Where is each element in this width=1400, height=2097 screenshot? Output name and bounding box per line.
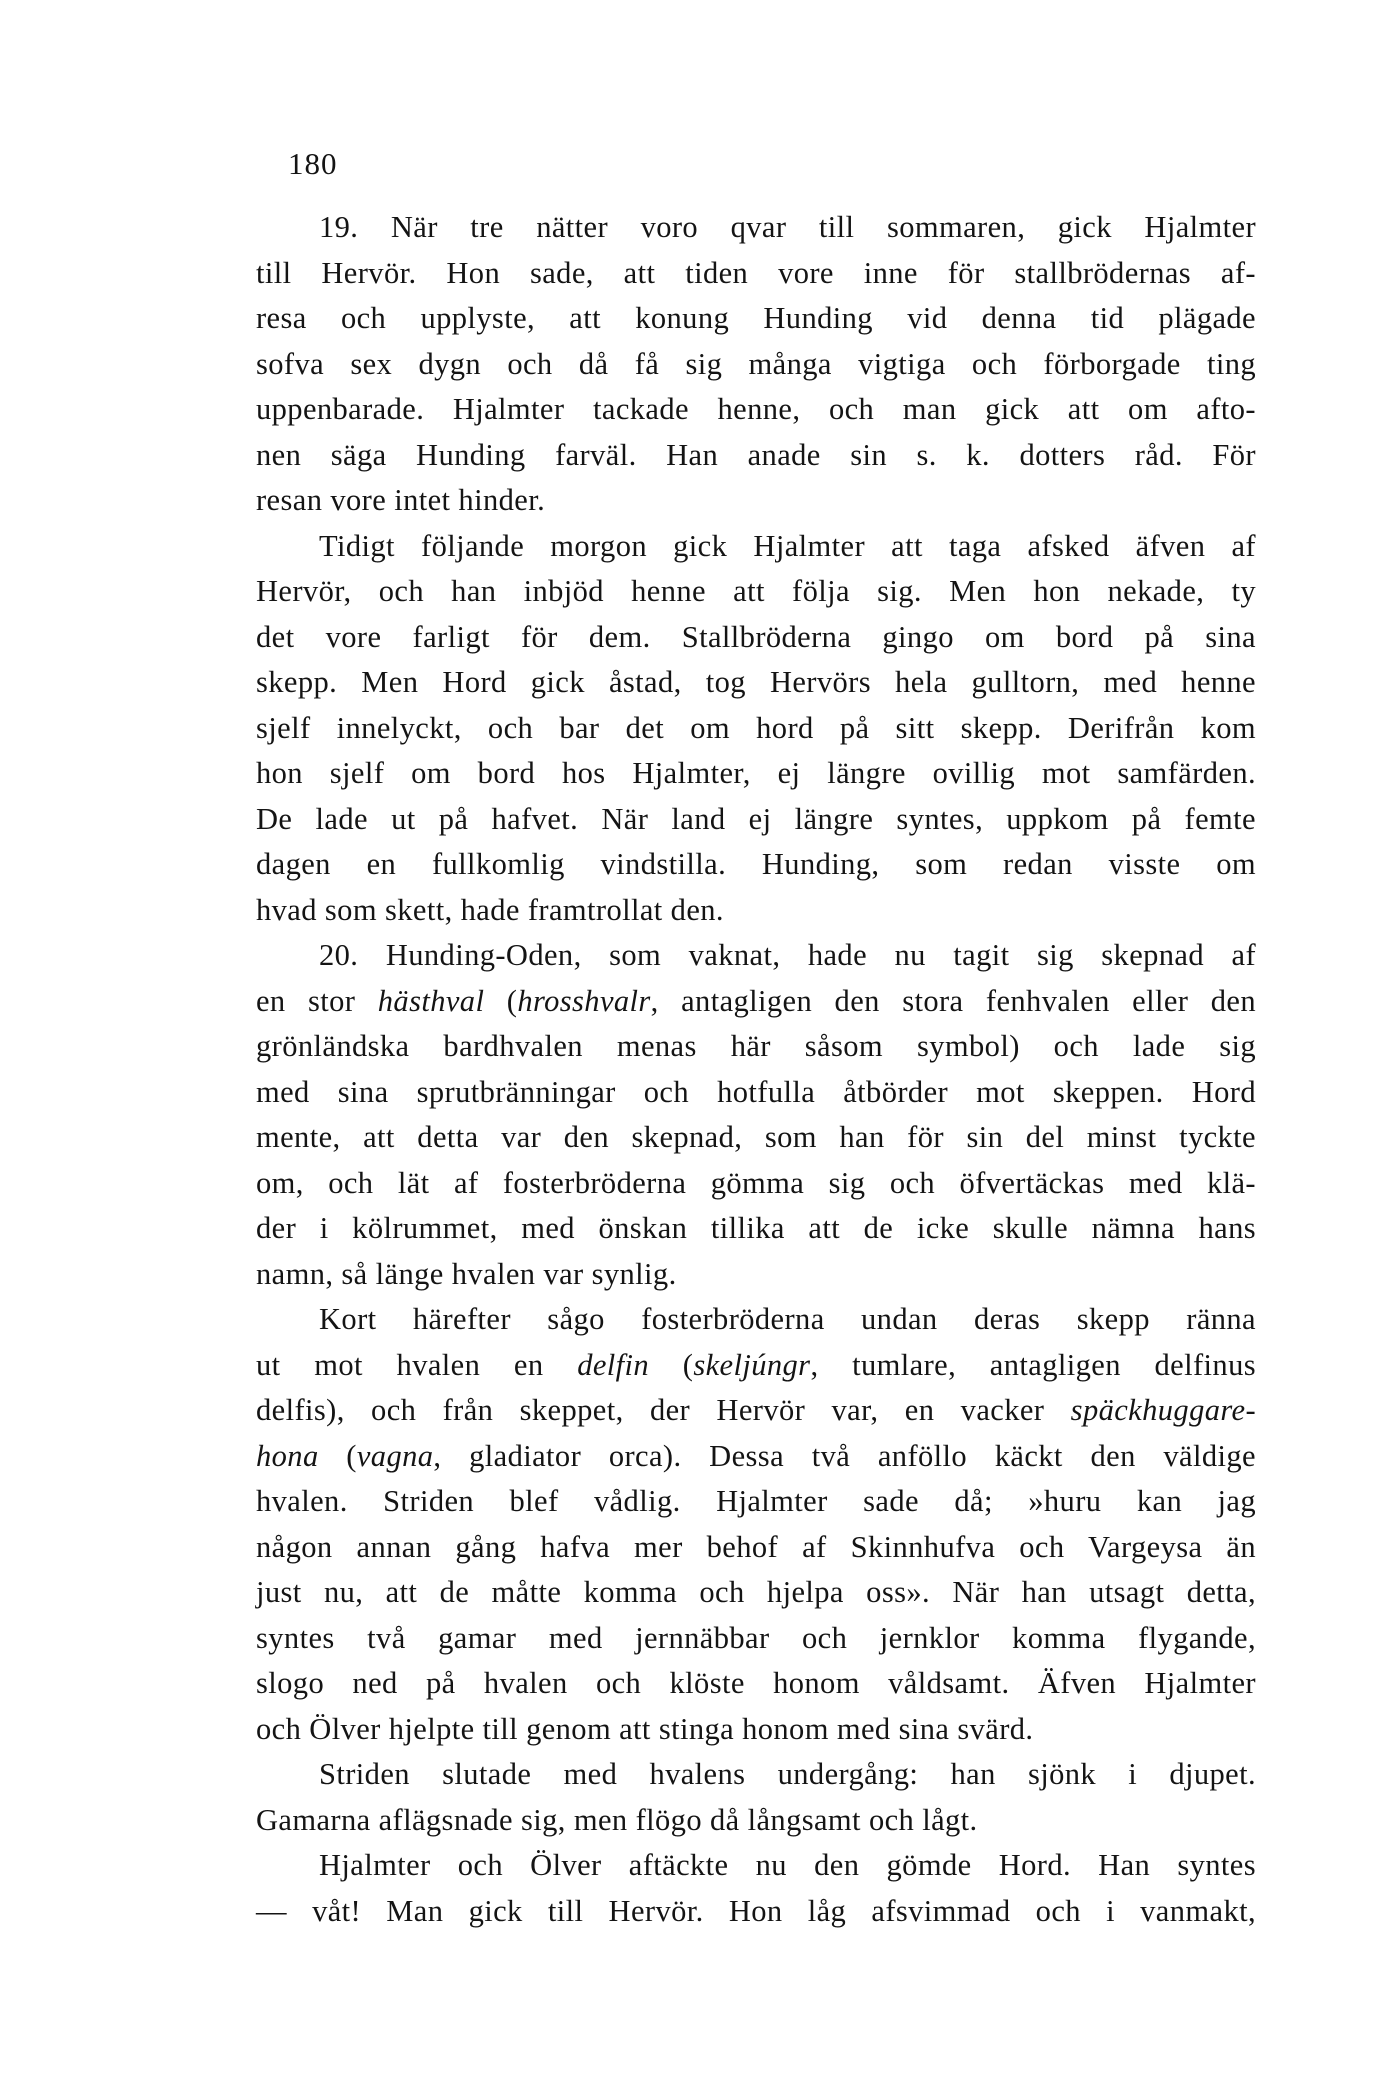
text-segment: Tidigt följande morgon gick Hjalmter att taga afsked äfven af [319, 528, 1256, 563]
text-line [256, 1570, 1256, 1616]
italic-term: späckhuggare- [1070, 1393, 1256, 1427]
text-line [256, 478, 1256, 524]
text-segment: om, och lät af fosterbröderna gömma sig och öfvertäckas med klä- [256, 1165, 1256, 1200]
text-line [256, 569, 1256, 615]
text-segment: med sina sprutbränningar och hotfulla åtbörder mot skeppen. Hord [256, 1074, 1256, 1109]
text-segment: , antagligen den stora fenhvalen eller den [650, 983, 1256, 1018]
text-segment: dagen en fullkomlig vindstilla. Hunding, som redan visste om [256, 847, 1256, 881]
text-segment: ( [649, 1347, 694, 1382]
text-line [256, 979, 1256, 1025]
italic-term: hästhval [377, 983, 485, 1018]
text-segment: sofva sex dygn och då få sig många vigtiga och förborgade ting [256, 346, 1256, 381]
text-segment: , tumlare, antagligen delfinus [810, 1347, 1256, 1382]
text-line [256, 1434, 1256, 1480]
text-segment: der i kölrummet, med önskan tillika att de icke skulle nämna hans [256, 1211, 1256, 1245]
text-line [256, 888, 1256, 934]
italic-term: skeljúngr [693, 1347, 811, 1382]
text-segment: grönländska bardhvalen menas här såsom symbol) och lade sig [256, 1029, 1256, 1063]
text-segment: Striden slutade med hvalens undergång: han sjönk i djupet. [319, 1757, 1256, 1791]
page-number: 180 [288, 146, 338, 181]
text-line [256, 1070, 1256, 1116]
text-line [256, 205, 1256, 251]
text-segment: Gamarna aflägsnade sig, men flögo då långsamt och lågt. [256, 1802, 978, 1837]
text-line [256, 1707, 1256, 1753]
text-line [256, 1206, 1256, 1252]
text-line [256, 1343, 1256, 1389]
text-line [256, 1752, 1256, 1798]
text-segment: till Hervör. Hon sade, att tiden vore inne för stallbrödernas af- [256, 255, 1256, 290]
text-line [256, 1525, 1256, 1571]
italic-term: vagna [356, 1438, 434, 1473]
text-line [256, 1388, 1256, 1434]
text-line [256, 1024, 1256, 1070]
text-line [256, 615, 1256, 661]
text-segment: just nu, att de måtte komma och hjelpa oss». När han utsagt detta, [256, 1575, 1256, 1609]
text-line [256, 751, 1256, 797]
italic-term: delfin [577, 1347, 650, 1382]
text-segment: namn, så länge hvalen var synlig. [256, 1256, 677, 1291]
text-segment: sjelf innelyckt, och bar det om hord på sitt skepp. Derifrån kom [256, 710, 1256, 745]
text-segment: Hervör, och han inbjöd henne att följa sig. Men hon nekade, ty [256, 574, 1256, 608]
text-segment: det vore farligt för dem. Stallbröderna gingo om bord på sina [256, 619, 1256, 654]
text-line [256, 1843, 1256, 1889]
text-segment: hvad som skett, hade framtrollat den. [256, 892, 724, 927]
text-line [256, 1661, 1256, 1707]
text-segment: nen säga Hunding farväl. Han anade sin s. k. dotters råd. För [256, 437, 1256, 472]
text-segment: någon annan gång hafva mer behof af Skinnhufva och Vargeysa än [256, 1529, 1256, 1564]
text-line [256, 342, 1256, 388]
text-line [256, 660, 1256, 706]
text-segment: Kort härefter sågo fosterbröderna undan deras skepp ränna [319, 1302, 1256, 1336]
page-text-body [256, 205, 1256, 1934]
text-line [256, 1616, 1256, 1662]
text-segment: uppenbarade. Hjalmter tackade henne, och man gick att om afto- [256, 392, 1256, 426]
text-segment: hvalen. Striden blef vådlig. Hjalmter sade då; »huru kan jag [256, 1484, 1256, 1518]
text-line [256, 1297, 1256, 1343]
text-line [256, 1161, 1256, 1207]
text-line [256, 1889, 1256, 1935]
text-line [256, 842, 1256, 888]
text-segment: slogo ned på hvalen och klöste honom våldsamt. Äfven Hjalmter [256, 1666, 1256, 1700]
text-line [256, 251, 1256, 297]
text-line [256, 797, 1256, 843]
text-line [256, 1798, 1256, 1844]
text-segment: 20. Hunding-Oden, som vaknat, hade nu tagit sig skepnad af [319, 938, 1256, 972]
text-segment: Hjalmter och Ölver aftäckte nu den gömde Hord. Han syntes [319, 1848, 1256, 1882]
text-segment: resa och upplyste, att konung Hunding vid denna tid plägade [256, 301, 1256, 335]
text-segment: en stor [256, 983, 378, 1018]
text-segment: ut mot hvalen en [256, 1347, 578, 1382]
text-line [256, 706, 1256, 752]
text-segment: De lade ut på hafvet. När land ej längre syntes, uppkom på femte [256, 801, 1256, 836]
text-line [256, 433, 1256, 479]
text-line [256, 1252, 1256, 1298]
text-segment: resan vore intet hinder. [256, 483, 546, 517]
text-segment: mente, att detta var den skepnad, som han för sin del minst tyckte [256, 1120, 1256, 1154]
text-line [256, 387, 1256, 433]
text-segment: och Ölver hjelpte till genom att stinga honom med sina svärd. [256, 1711, 1034, 1746]
text-line [256, 296, 1256, 342]
text-segment: hon sjelf om bord hos Hjalmter, ej längre ovillig mot samfärden. [256, 756, 1256, 790]
text-line [256, 524, 1256, 570]
text-segment: syntes två gamar med jernnäbbar och jernklor komma flygande, [256, 1620, 1256, 1655]
text-segment: ( [318, 1438, 357, 1473]
text-line [256, 933, 1256, 979]
text-line [256, 1115, 1256, 1161]
text-segment: delfis), och från skeppet, der Hervör var, en vacker [256, 1393, 1071, 1427]
italic-term: hrosshvalr [517, 983, 651, 1018]
text-segment: ( [484, 983, 518, 1018]
italic-term: hona [256, 1438, 319, 1473]
text-line [256, 1479, 1256, 1525]
text-segment: — våt! Man gick till Hervör. Hon låg afsvimmad och i vanmakt, [256, 1893, 1256, 1928]
text-segment: 19. När tre nätter voro qvar till sommaren, gick Hjalmter [319, 210, 1256, 244]
text-segment: skepp. Men Hord gick åstad, tog Hervörs hela gulltorn, med henne [256, 665, 1256, 699]
text-segment: , gladiator orca). Dessa två anföllo käckt den väldige [433, 1438, 1256, 1473]
